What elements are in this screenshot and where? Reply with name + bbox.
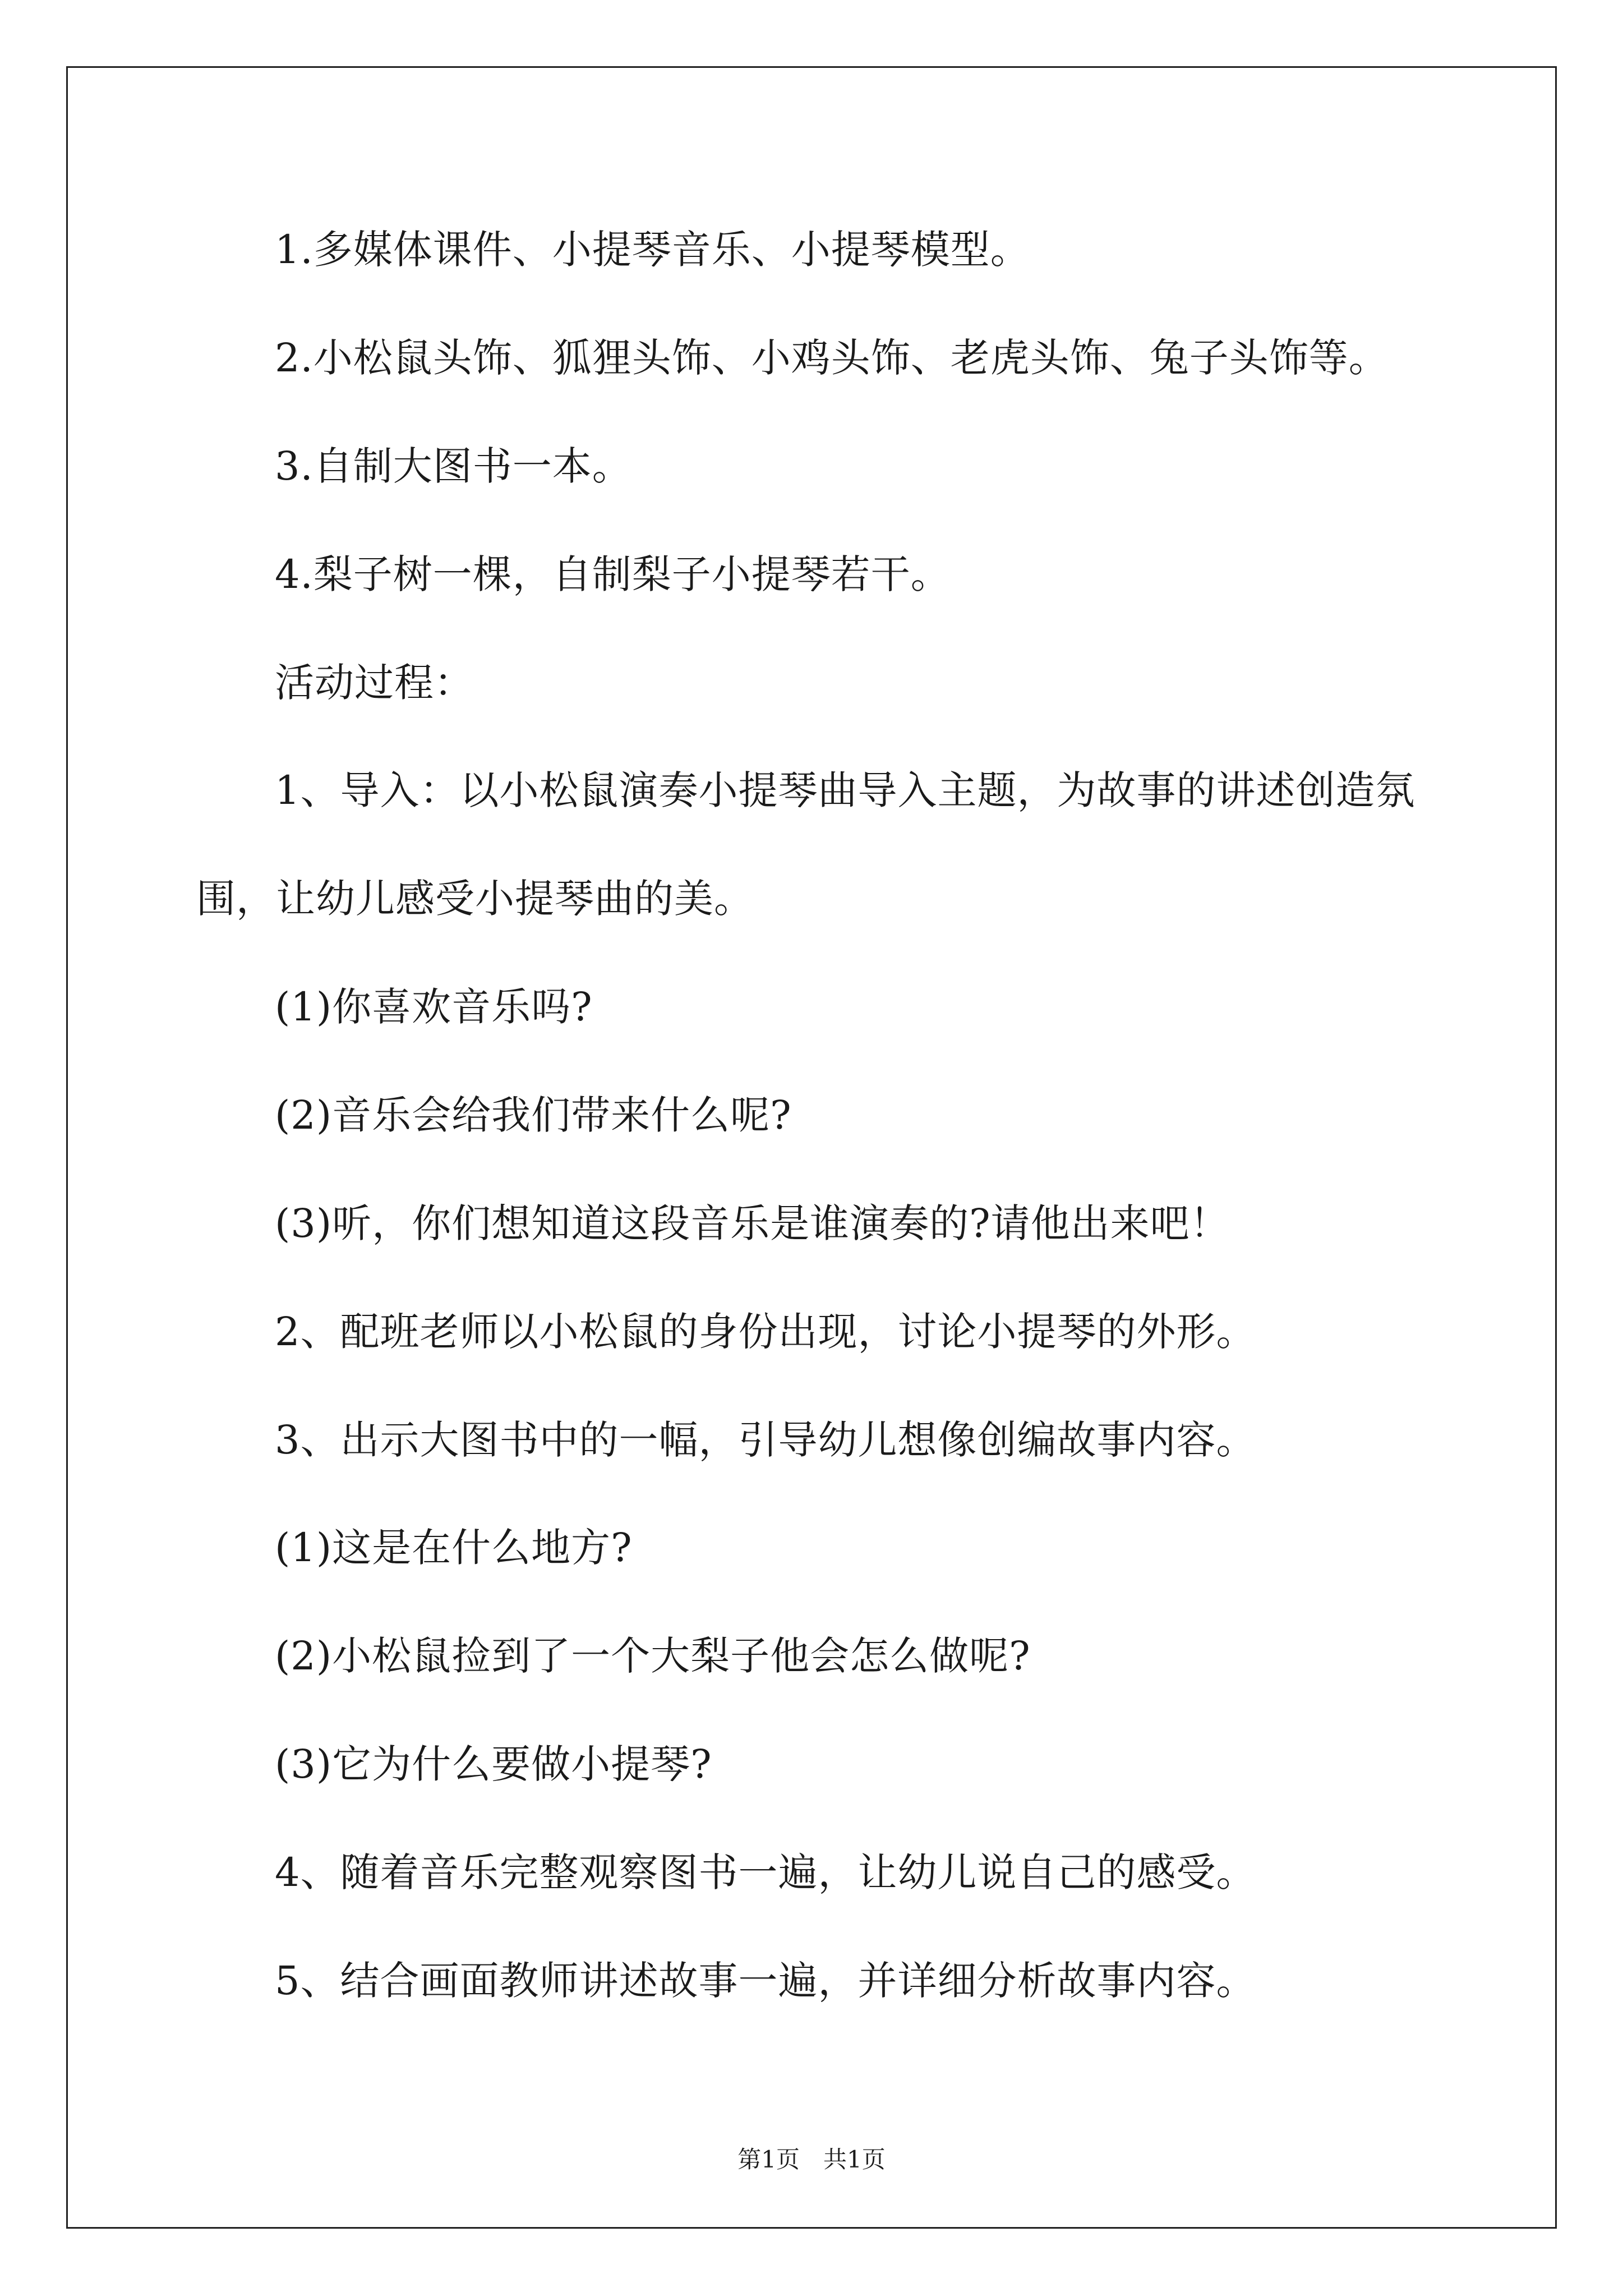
- step-3-question-3: (3)它为什么要做小提琴?: [275, 1741, 712, 1787]
- materials-item-3: 3.自制大图书一本。: [275, 443, 632, 489]
- step-3: 3、出示大图书中的一幅，引导幼儿想像创编故事内容。: [275, 1417, 1256, 1463]
- section-heading-activity-process: 活动过程：: [275, 660, 474, 706]
- step-1-line-1: 1、导入：以小松鼠演奏小提琴曲导入主题，为故事的讲述创造氛: [275, 767, 1415, 813]
- step-1-question-3: (3)听，你们想知道这段音乐是谁演奏的?请他出来吧！: [275, 1200, 1230, 1246]
- step-4: 4、随着音乐完整观察图书一遍，让幼儿说自己的感受。: [275, 1849, 1256, 1895]
- step-5: 5、结合画面教师讲述故事一遍，并详细分析故事内容。: [275, 1958, 1256, 2004]
- step-3-question-1: (1)这是在什么地方?: [275, 1525, 633, 1571]
- step-3-question-2: (2)小松鼠捡到了一个大梨子他会怎么做呢?: [275, 1633, 1031, 1679]
- materials-item-1: 1.多媒体课件、小提琴音乐、小提琴模型。: [275, 227, 1030, 273]
- page-footer: 第1页 共1页: [737, 2146, 886, 2173]
- materials-item-2: 2.小松鼠头饰、狐狸头饰、小鸡头饰、老虎头饰、兔子头饰等。: [275, 335, 1389, 381]
- step-1-question-1: (1)你喜欢音乐吗?: [275, 984, 593, 1030]
- materials-item-4: 4.梨子树一棵，自制梨子小提琴若干。: [275, 551, 951, 597]
- step-2: 2、配班老师以小松鼠的身份出现，讨论小提琴的外形。: [275, 1309, 1256, 1355]
- step-1-question-2: (2)音乐会给我们带来什么呢?: [275, 1092, 792, 1138]
- page-border: [66, 66, 1557, 2229]
- step-1-line-2: 围，让幼儿感受小提琴曲的美。: [196, 876, 754, 922]
